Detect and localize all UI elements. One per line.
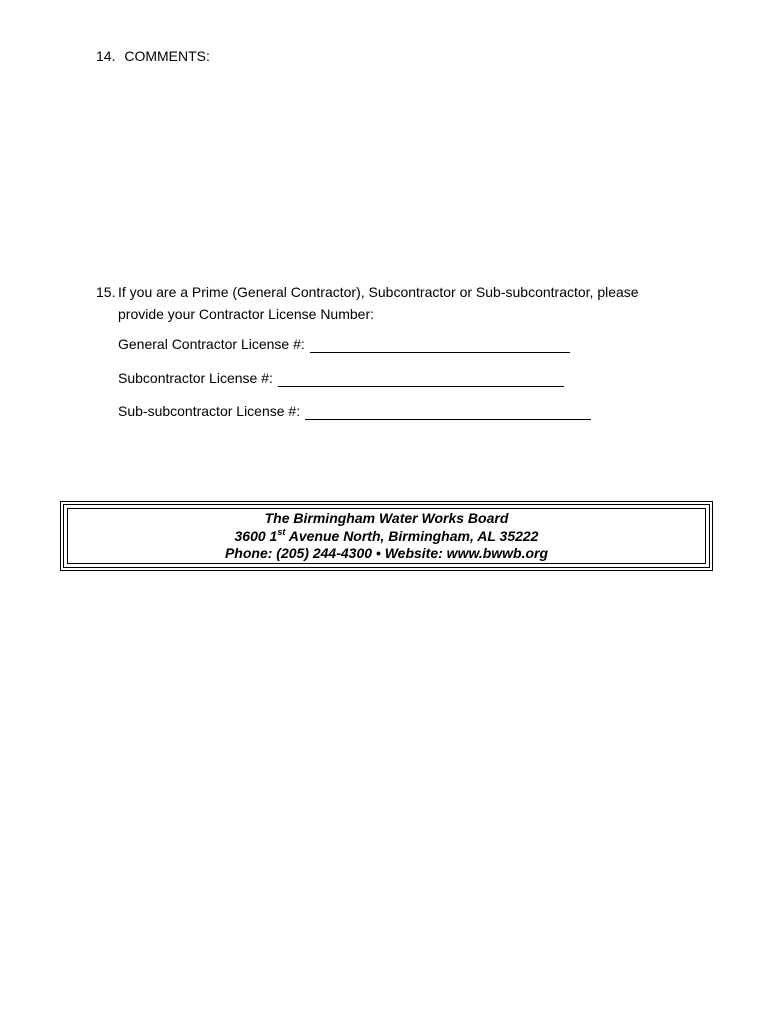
address-ordinal: st	[277, 526, 286, 537]
question-15-text-line1: If you are a Prime (General Contractor), Subcontractor or Sub-subcontractor, please	[118, 284, 639, 300]
footer-text	[64, 510, 709, 563]
subcontractor-license-row	[118, 369, 564, 387]
organization-name: The Birmingham Water Works Board	[264, 510, 509, 526]
question-15-number: 15.	[96, 284, 116, 300]
footer-contact-box	[60, 501, 713, 571]
organization-contact: Phone: (205) 244-4300 • Website: www.bwwb.org	[224, 545, 549, 561]
comments-label: COMMENTS:	[124, 48, 210, 64]
question-15-text-line2: provide your Contractor License Number:	[118, 306, 375, 322]
sub-subcontractor-license-label: Sub-subcontractor License #:	[118, 403, 301, 419]
sub-subcontractor-license-row	[118, 402, 591, 420]
address-street: Avenue North, Birmingham, AL 35222	[285, 527, 539, 544]
subcontractor-license-field[interactable]	[278, 371, 564, 387]
subcontractor-license-label: Subcontractor License #:	[118, 370, 273, 386]
general-contractor-license-row	[118, 335, 570, 353]
question-14	[96, 47, 210, 65]
sub-subcontractor-license-field[interactable]	[305, 404, 591, 420]
question-14-number: 14.	[96, 48, 116, 64]
address-number: 3600 1	[234, 527, 278, 544]
organization-address	[64, 528, 709, 546]
general-contractor-license-label: General Contractor License #:	[118, 336, 305, 352]
general-contractor-license-field[interactable]	[310, 337, 570, 353]
